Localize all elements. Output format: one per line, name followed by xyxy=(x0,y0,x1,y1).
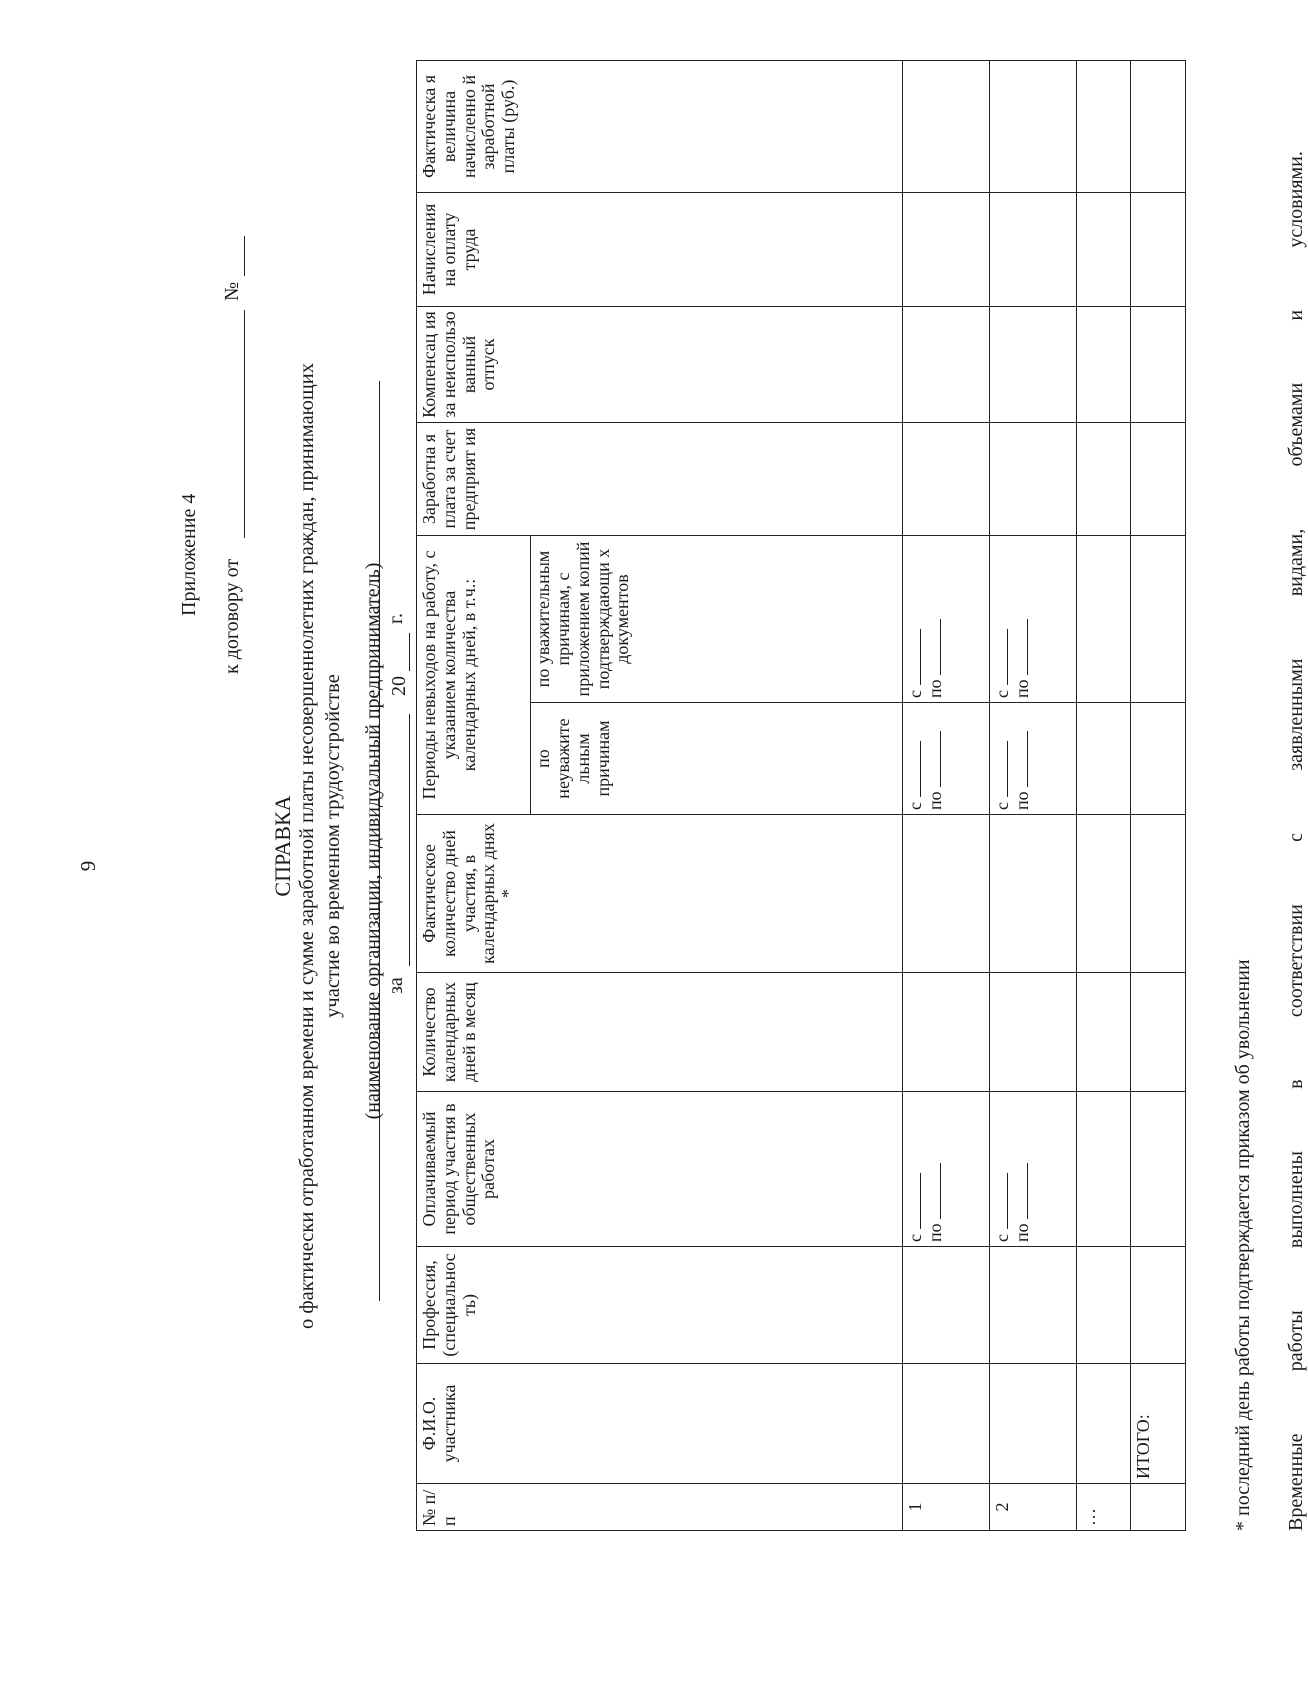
page-number: 9 xyxy=(76,860,100,872)
report-table xyxy=(416,60,1186,1531)
footer-word: выполнены xyxy=(1285,1151,1307,1249)
table-row xyxy=(990,61,1077,1531)
from-label: с xyxy=(992,690,1013,698)
row-actual-days-cell xyxy=(990,815,1077,973)
row-paid-period xyxy=(990,1092,1077,1247)
footer-word: видами, xyxy=(1285,528,1307,597)
header-actual-days: Фактическое количество дней участия, в календарных днях * xyxy=(417,815,903,973)
table-header-row xyxy=(417,61,531,1531)
to-label: по xyxy=(1011,791,1032,810)
document-subtitle-line1: о фактически отработанном времени и сумме заработной платы несовершеннолетних граждан, принимающих xyxy=(296,363,318,1330)
header-accruals: Начисления на оплату труда xyxy=(417,193,903,307)
row-compensation-cell xyxy=(903,307,990,423)
period-month-blank xyxy=(409,714,410,966)
row-num: 1 xyxy=(903,1484,990,1531)
header-compensation: Компенсац ия за неиспользо ванный отпуск xyxy=(417,307,903,423)
from-blank xyxy=(906,630,921,686)
from-label: с xyxy=(992,802,1013,810)
total-label: ИТОГО: xyxy=(1131,1364,1186,1484)
header-profession: Профессия, (специальнос ть) xyxy=(417,1247,903,1364)
row-calendar-days-cell xyxy=(903,973,990,1092)
footer-word: работы xyxy=(1285,1310,1307,1372)
header-name: Ф.И.О. участника xyxy=(417,1364,903,1484)
contract-number-label: № xyxy=(221,281,243,301)
ellipsis-cell: … xyxy=(1076,1484,1131,1531)
row-calendar-days-cell xyxy=(990,973,1077,1092)
to-blank xyxy=(926,1163,941,1219)
header-num: № п/п xyxy=(417,1484,903,1531)
to-blank xyxy=(926,619,941,675)
footer-word: в xyxy=(1285,1079,1307,1089)
period-year-label: 20 xyxy=(388,676,410,696)
header-absence-unexcused: по неуважите льным причинам xyxy=(531,703,903,815)
header-actual-salary: Фактическа я величина начисленно й заработной платы (руб.) xyxy=(417,61,903,193)
to-label: по xyxy=(925,679,945,698)
row-absence-unexcused xyxy=(903,703,990,815)
footer-word: и xyxy=(1285,309,1307,321)
footer-word: Временные xyxy=(1285,1433,1307,1531)
from-blank xyxy=(993,742,1008,798)
to-label: по xyxy=(925,791,945,810)
from-blank xyxy=(906,1174,921,1230)
row-profession-cell xyxy=(990,1247,1077,1364)
from-blank xyxy=(993,630,1008,686)
to-blank xyxy=(1013,619,1028,675)
footer-word: с xyxy=(1285,832,1307,842)
period-za-label: за xyxy=(385,977,407,994)
footer-word: объемами xyxy=(1285,382,1307,467)
appendix-label: Приложение 4 xyxy=(178,493,200,616)
from-blank xyxy=(906,742,921,798)
row-salary-cell xyxy=(990,423,1077,536)
footnote: * последний день работы подтверждается приказом об увольнении xyxy=(1232,959,1254,1531)
to-label: по xyxy=(925,1223,945,1242)
from-label: с xyxy=(992,1234,1013,1242)
row-accruals-cell xyxy=(903,193,990,307)
from-blank xyxy=(993,1174,1008,1230)
footer-statement xyxy=(1285,151,1308,1531)
to-label: по xyxy=(1011,679,1032,698)
row-name-cell xyxy=(990,1364,1077,1484)
table-row xyxy=(903,61,990,1531)
header-calendar-days: Количество календарных дней в месяц xyxy=(417,973,903,1092)
contract-date-label: к договору от xyxy=(221,558,243,674)
row-absence-excused xyxy=(990,536,1077,703)
period-year-blank xyxy=(409,633,410,671)
organization-caption: (наименование организации, индивидуальный предприниматель) xyxy=(362,562,384,1120)
row-profession-cell xyxy=(903,1247,990,1364)
row-salary-cell xyxy=(903,423,990,536)
row-absence-excused xyxy=(903,536,990,703)
row-absence-unexcused xyxy=(990,703,1077,815)
footer-word: условиями. xyxy=(1285,151,1307,248)
to-blank xyxy=(1013,1163,1028,1219)
period-year-suffix: г. xyxy=(385,613,407,624)
header-paid-period: Оплачиваемый период участия в общественных работах xyxy=(417,1092,903,1247)
row-actual-salary-cell xyxy=(903,61,990,193)
row-compensation-cell xyxy=(990,307,1077,423)
from-label: с xyxy=(905,690,926,698)
row-name-cell xyxy=(903,1364,990,1484)
header-salary: Заработна я плата за счет предприят ия xyxy=(417,423,903,536)
row-accruals-cell xyxy=(990,193,1077,307)
footer-word: заявленными xyxy=(1285,658,1307,771)
contract-number-blank xyxy=(244,236,245,276)
to-blank xyxy=(1013,731,1028,787)
header-absence-excused: по уважительным причинам, с приложением копий подтверждающи х документов xyxy=(531,536,903,703)
from-label: с xyxy=(905,802,926,810)
from-label: с xyxy=(905,1234,926,1242)
row-actual-days-cell xyxy=(903,815,990,973)
total-num-cell xyxy=(1131,1484,1186,1531)
document-subtitle-line2: участие во временном трудоустройстве xyxy=(322,674,344,1018)
footer-word: соответствии xyxy=(1285,904,1307,1018)
row-actual-salary-cell xyxy=(990,61,1077,193)
row-paid-period xyxy=(903,1092,990,1247)
header-absence: Периоды невыходов на работу, с указанием количества календарных дней, в т.ч.: xyxy=(417,536,531,815)
table-row-total xyxy=(1131,61,1186,1531)
document-title: СПРАВКА xyxy=(270,795,295,897)
contract-date-blank xyxy=(244,310,245,538)
table-row-ellipsis xyxy=(1076,61,1131,1531)
row-num: 2 xyxy=(990,1484,1077,1531)
to-blank xyxy=(926,731,941,787)
to-label: по xyxy=(1011,1223,1032,1242)
